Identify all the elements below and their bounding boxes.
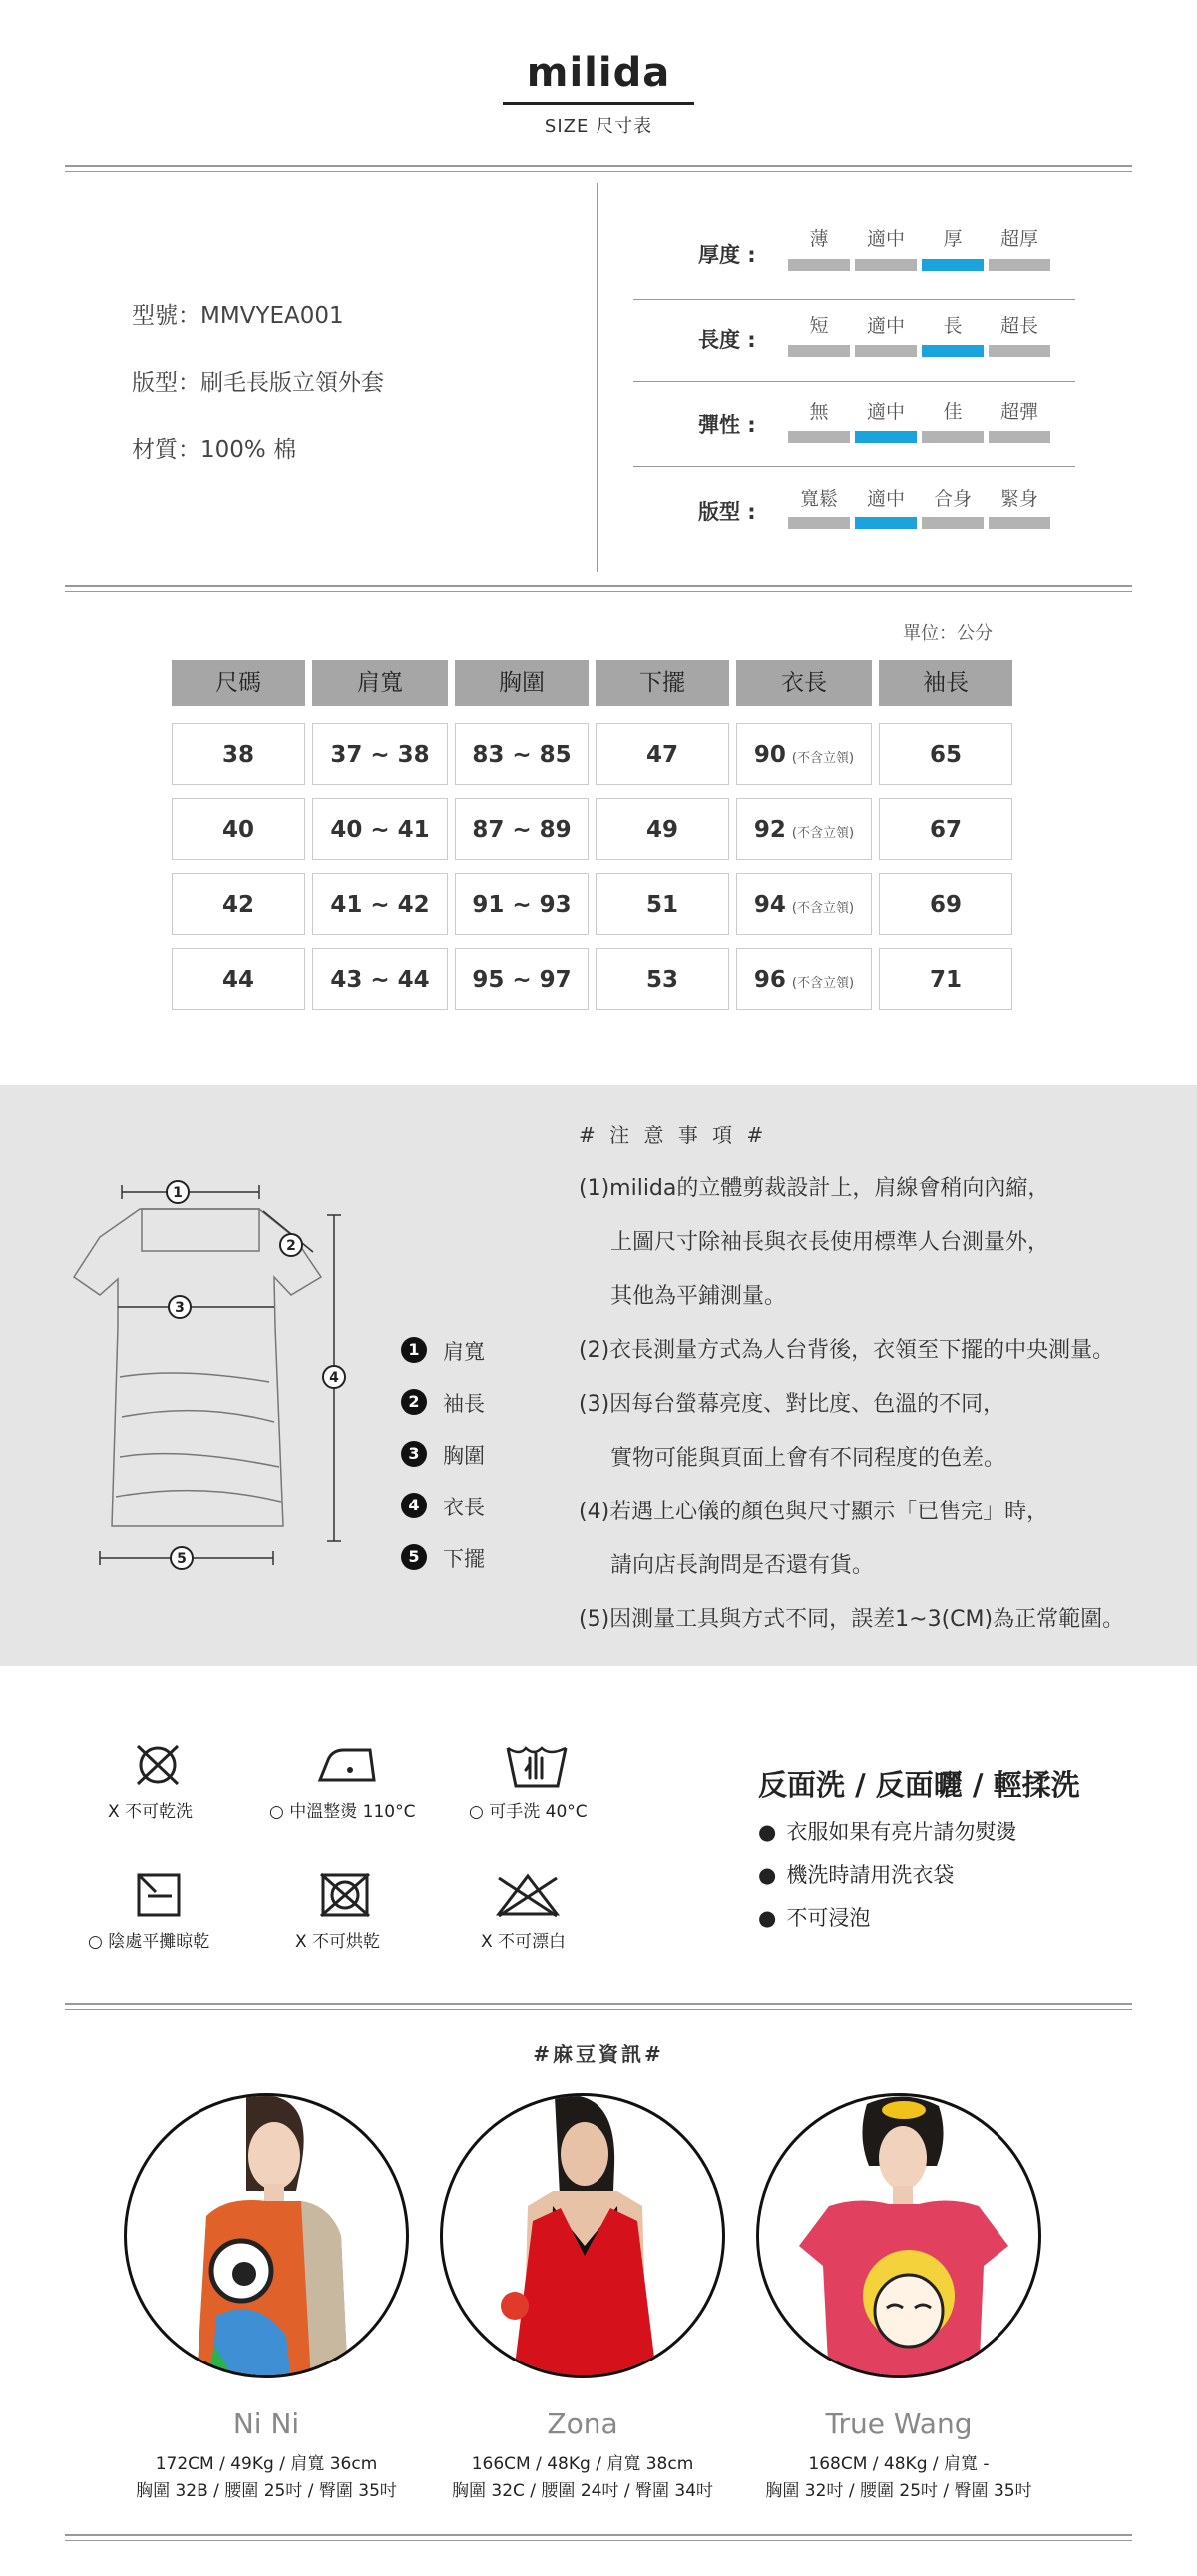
note-line: 實物可能與頁面上會有不同程度的色差。 bbox=[610, 1446, 1006, 1471]
prop-option: 厚 bbox=[943, 228, 963, 250]
prop-label-length: 長度 : bbox=[698, 328, 756, 352]
length-note: (不含立領) bbox=[791, 751, 855, 766]
model-stats: 胸圍 32B / 腰圍 25吋 / 臀圍 35吋 bbox=[136, 2481, 397, 2501]
length-note: (不含立領) bbox=[791, 901, 855, 916]
model-photo-nini bbox=[124, 2093, 409, 2378]
table-cell: 41 ~ 42 bbox=[312, 873, 448, 935]
no-dryer-icon bbox=[315, 1870, 375, 1920]
care-label: ○ 中溫整燙 110°C bbox=[269, 1802, 416, 1822]
table-cell: 37 ~ 38 bbox=[312, 723, 448, 785]
table-header: 肩寬 bbox=[312, 660, 448, 706]
prop-option: 適中 bbox=[866, 401, 905, 423]
prop-option: 適中 bbox=[866, 488, 905, 510]
note-line: (2)衣長測量方式為人台背後，衣領至下擺的中央測量。 bbox=[579, 1338, 1115, 1363]
model-photo-truewang bbox=[756, 2093, 1041, 2378]
prop-option: 無 bbox=[809, 401, 829, 423]
legend-label: 肩寬 bbox=[443, 1340, 485, 1364]
table-cell: 42 bbox=[172, 873, 305, 935]
unit-label: 單位：公分 bbox=[903, 623, 993, 644]
care-label: X 不可乾洗 bbox=[108, 1802, 194, 1822]
model-stats: 胸圍 32C / 腰圍 24吋 / 臀圍 34吋 bbox=[451, 2481, 714, 2501]
legend-label: 袖長 bbox=[443, 1392, 485, 1416]
table-cell: 49 bbox=[596, 798, 729, 860]
product-model bbox=[132, 297, 344, 330]
table-cell: 87 ~ 89 bbox=[455, 798, 589, 860]
garment-measure-diagram bbox=[60, 1167, 359, 1576]
prop-bar bbox=[788, 259, 850, 271]
prop-option: 適中 bbox=[866, 315, 905, 337]
care-label: X 不可烘乾 bbox=[295, 1932, 381, 1952]
table-cell bbox=[736, 723, 872, 785]
prop-option: 寬鬆 bbox=[799, 488, 838, 510]
marker-3-number: 3 bbox=[175, 1300, 185, 1316]
model-stats: 172CM / 49Kg / 肩寬 36cm bbox=[155, 2454, 378, 2474]
prop-bar bbox=[989, 345, 1050, 357]
table-cell bbox=[736, 948, 872, 1010]
legend-number: 2 bbox=[401, 1389, 427, 1415]
model-name: Zona bbox=[547, 2407, 618, 2440]
legend-number: 5 bbox=[401, 1544, 427, 1570]
no-bleach-icon bbox=[491, 1870, 565, 1920]
table-cell: 47 bbox=[596, 723, 729, 785]
prop-bar bbox=[989, 259, 1050, 271]
marker-2-number: 2 bbox=[286, 1238, 296, 1254]
note-line: (4)若遇上心儀的顏色與尺寸顯示「已售完」時， bbox=[579, 1500, 1049, 1524]
table-cell bbox=[736, 873, 872, 935]
table-cell: 43 ~ 44 bbox=[312, 948, 448, 1010]
table-header: 尺碼 bbox=[172, 660, 305, 706]
model-stats: 166CM / 48Kg / 肩寬 38cm bbox=[471, 2454, 694, 2474]
prop-bar bbox=[922, 431, 984, 443]
care-tip: ● 衣服如果有亮片請勿熨燙 bbox=[758, 1816, 1016, 1846]
notes-title: # 注 意 事 項 # bbox=[579, 1123, 768, 1147]
table-cell: 91 ~ 93 bbox=[455, 873, 589, 935]
material-label: 材質： bbox=[132, 437, 200, 463]
logo-underline bbox=[503, 102, 694, 105]
legend-label: 胸圍 bbox=[443, 1444, 485, 1468]
table-cell: 51 bbox=[596, 873, 729, 935]
iron-icon bbox=[314, 1740, 380, 1790]
length-value: 94 bbox=[753, 892, 786, 918]
prop-option: 超彈 bbox=[999, 401, 1038, 423]
marker-5-number: 5 bbox=[177, 1551, 187, 1567]
page-title: SIZE 尺寸表 bbox=[544, 116, 653, 137]
divider bbox=[65, 2534, 1132, 2541]
prop-divider bbox=[633, 466, 1075, 467]
prop-bar bbox=[855, 345, 917, 357]
models-title: #麻豆資訊# bbox=[533, 2042, 664, 2066]
prop-option: 緊身 bbox=[999, 488, 1038, 510]
prop-bar bbox=[788, 517, 850, 529]
style-value: 刷毛長版立領外套 bbox=[200, 370, 384, 396]
prop-bar bbox=[855, 259, 917, 271]
legend-label: 下擺 bbox=[443, 1547, 485, 1571]
table-cell: 69 bbox=[879, 873, 1012, 935]
legend-number: 3 bbox=[401, 1441, 427, 1467]
line-dry-shade-icon bbox=[134, 1870, 184, 1920]
prop-divider bbox=[633, 299, 1075, 300]
no-tumble-dry-icon bbox=[128, 1740, 188, 1790]
table-cell: 40 ~ 41 bbox=[312, 798, 448, 860]
length-value: 96 bbox=[753, 967, 786, 993]
prop-label-fit: 版型 : bbox=[698, 500, 756, 524]
length-note: (不含立領) bbox=[791, 826, 855, 841]
marker-1-number: 1 bbox=[173, 1185, 183, 1201]
model-photo-zona bbox=[440, 2093, 725, 2378]
prop-bar-selected bbox=[922, 345, 984, 357]
divider bbox=[65, 585, 1132, 592]
note-line: (5)因測量工具與方式不同，誤差1~3(CM)為正常範圍。 bbox=[579, 1607, 1125, 1632]
table-cell: 38 bbox=[172, 723, 305, 785]
table-cell: 65 bbox=[879, 723, 1012, 785]
wash-headline: 反面洗 / 反面曬 / 輕揉洗 bbox=[758, 1768, 1080, 1802]
note-line: (1)milida的立體剪裁設計上，肩線會稍向內縮， bbox=[579, 1176, 1050, 1201]
table-cell: 44 bbox=[172, 948, 305, 1010]
model-stats: 胸圍 32吋 / 腰圍 25吋 / 臀圍 35吋 bbox=[765, 2481, 1032, 2501]
note-line: 其他為平鋪測量。 bbox=[610, 1284, 787, 1309]
table-cell: 53 bbox=[596, 948, 729, 1010]
vertical-divider bbox=[597, 183, 598, 572]
table-header: 下擺 bbox=[596, 660, 729, 706]
style-label: 版型： bbox=[132, 370, 200, 396]
table-header: 胸圍 bbox=[455, 660, 589, 706]
table-cell: 83 ~ 85 bbox=[455, 723, 589, 785]
legend-number: 1 bbox=[401, 1337, 427, 1363]
prop-divider bbox=[633, 381, 1075, 382]
care-label: X 不可漂白 bbox=[481, 1932, 567, 1952]
table-header: 衣長 bbox=[736, 660, 872, 706]
material-value: 100% 棉 bbox=[200, 437, 297, 463]
model-value: MMVYEA001 bbox=[200, 303, 344, 329]
care-label: ○ 陰處平攤晾乾 bbox=[88, 1932, 210, 1952]
table-header: 袖長 bbox=[879, 660, 1012, 706]
note-line: 上圖尺寸除袖長與衣長使用標準人台測量外， bbox=[610, 1230, 1050, 1255]
prop-option: 佳 bbox=[943, 401, 963, 423]
prop-option: 合身 bbox=[933, 488, 972, 510]
model-label: 型號： bbox=[132, 303, 200, 329]
care-tip: ● 機洗時請用洗衣袋 bbox=[758, 1859, 954, 1889]
prop-bar bbox=[922, 517, 984, 529]
prop-bar bbox=[989, 517, 1050, 529]
model-name: True Wang bbox=[825, 2407, 973, 2440]
legend-number: 4 bbox=[401, 1493, 427, 1518]
model-stats: 168CM / 48Kg / 肩寬 - bbox=[808, 2454, 990, 2474]
brand-logo: milida bbox=[526, 50, 671, 96]
prop-bar bbox=[788, 431, 850, 443]
length-value: 92 bbox=[753, 817, 786, 843]
prop-option: 超厚 bbox=[999, 228, 1038, 250]
care-tip: ● 不可浸泡 bbox=[758, 1902, 870, 1932]
prop-bar-selected bbox=[855, 431, 917, 443]
prop-option: 適中 bbox=[866, 228, 905, 250]
prop-label-thickness: 厚度 : bbox=[698, 243, 756, 267]
divider bbox=[65, 165, 1132, 172]
prop-label-elasticity: 彈性 : bbox=[698, 413, 756, 437]
table-cell: 67 bbox=[879, 798, 1012, 860]
care-label: ○ 可手洗 40°C bbox=[469, 1802, 588, 1822]
prop-bar bbox=[989, 431, 1050, 443]
prop-option: 薄 bbox=[809, 228, 829, 250]
length-value: 90 bbox=[753, 742, 786, 768]
prop-bar bbox=[788, 345, 850, 357]
note-line: (3)因每台螢幕亮度、對比度、色溫的不同， bbox=[579, 1392, 1005, 1417]
prop-option: 超長 bbox=[999, 315, 1038, 337]
legend-label: 衣長 bbox=[443, 1496, 485, 1519]
prop-option: 短 bbox=[809, 315, 829, 337]
table-cell: 71 bbox=[879, 948, 1012, 1010]
length-note: (不含立領) bbox=[791, 976, 855, 991]
table-cell: 95 ~ 97 bbox=[455, 948, 589, 1010]
product-style bbox=[132, 364, 384, 397]
product-material bbox=[132, 431, 296, 464]
note-line: 請向店長詢問是否還有貨。 bbox=[610, 1553, 875, 1578]
prop-option: 長 bbox=[943, 315, 963, 337]
prop-bar-selected bbox=[922, 259, 984, 271]
divider bbox=[65, 2003, 1132, 2010]
table-cell bbox=[736, 798, 872, 860]
prop-bar-selected bbox=[855, 517, 917, 529]
model-name: Ni Ni bbox=[232, 2407, 300, 2440]
hand-wash-icon bbox=[504, 1734, 570, 1792]
marker-4-number: 4 bbox=[329, 1370, 339, 1386]
table-cell: 40 bbox=[172, 798, 305, 860]
